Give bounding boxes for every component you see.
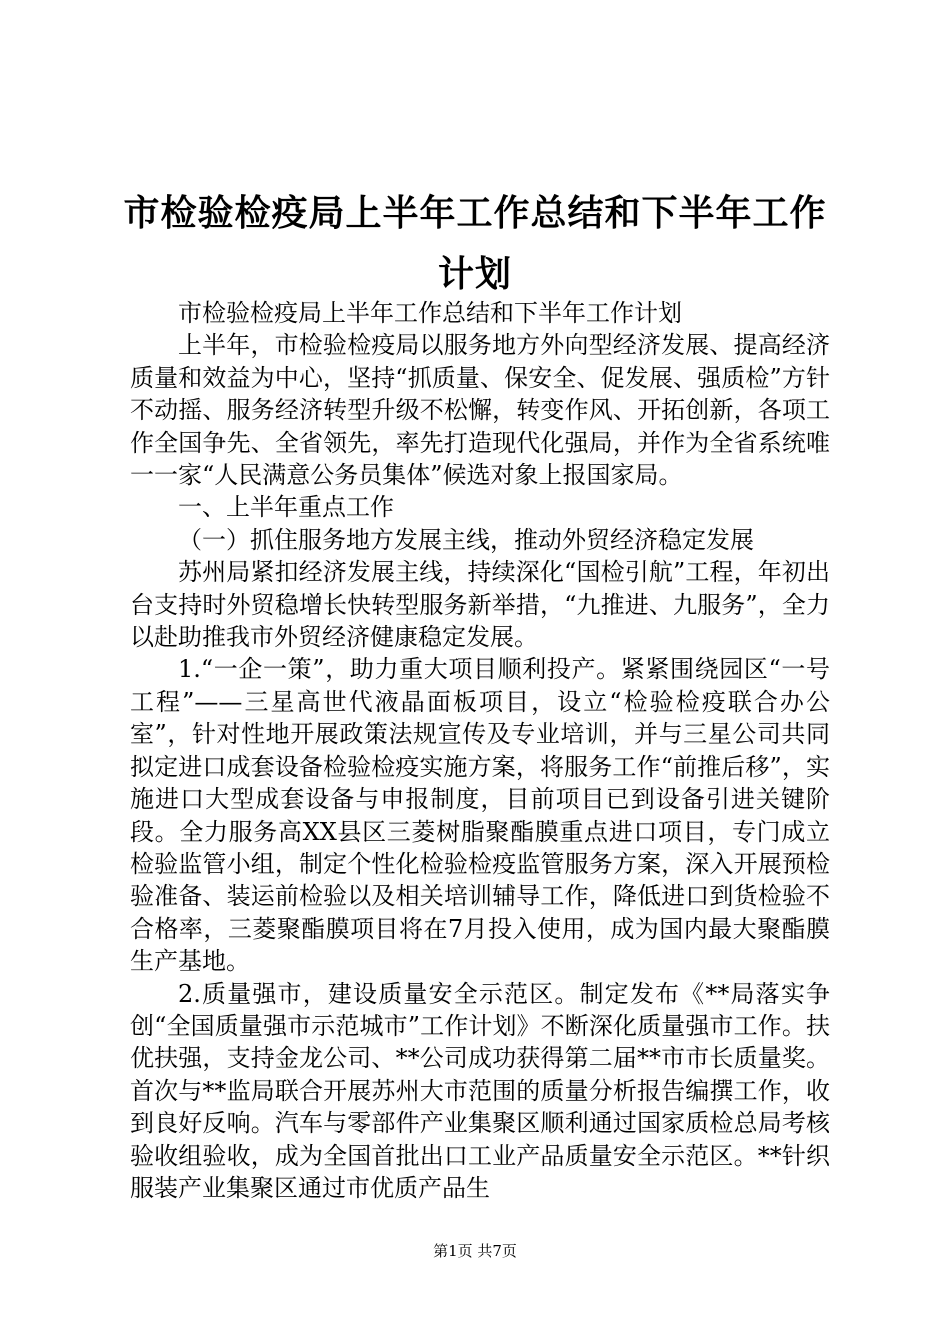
section-heading: 一、上半年重点工作 [178, 493, 394, 522]
subsection-heading: （一）抓住服务地方发展主线，推动外贸经济稳定发展 [178, 525, 754, 554]
paragraph: 1.“一企一策”，助力重大项目顺利投产。紧紧围绕园区“一号工程”——三星高世代液晶面板项目，设立“检验检疫联合办公室”，针对性地开展政策法规宣传及专业培训，并与三星公司共同拟定进口成套设备检验检疫实施方案，将服务工作“前推后移”，实施进口大型成套设备与申报制度，目前项目已到设备引进关键阶段。全力服务高XX县区三菱树脂聚酯膜重点进口项目，专门成立检验监管小组，制定个性化检验检疫监管服务方案，深入开展预检验准备、装运前检验以及相关培训辅导工作，降低进口到货检验不合格率，三菱聚酯膜项目将在7月投入使用，成为国内最大聚酯膜生产基地。 [130, 655, 830, 976]
paragraph: 苏州局紧扣经济发展主线，持续深化“国检引航”工程，年初出台支持时外贸稳增长快转型服务新举措，“九推进、九服务”，全力以赴助推我市外贸经济健康稳定发展。 [130, 558, 830, 652]
page-footer: 第1页 共7页 [433, 1242, 517, 1260]
paragraph: 2.质量强市，建设质量安全示范区。制定发布《**局落实争创“全国质量强市示范城市”工作计划》不断深化质量强市工作。扶优扶强，支持金龙公司、**公司成功获得第二届**市市长质量奖。首次与**监局联合开展苏州大市范围的质量分析报告编撰工作，收到良好反响。汽车与零部件产业集聚区顺利通过国家质检总局考核验收组验收，成为全国首批出口工业产品质量安全示范区。**针织服装产业集聚区通过市优质产品生 [130, 979, 830, 1202]
paragraph-subtitle: 市检验检疫局上半年工作总结和下半年工作计划 [178, 299, 682, 327]
document-body [130, 297, 830, 1204]
paragraph-intro: 上半年，市检验检疫局以服务地方外向型经济发展、提高经济质量和效益为中心，坚持“抓质量、保安全、促发展、强质检”方针不动摇、服务经济转型升级不松懈，转变作风、开拓创新，各项工作全国争先、全省领先，率先打造现代化强局，并作为全省系统唯一一家“人民满意公务员集体”候选对象上报国家局。 [130, 331, 830, 490]
document-title: 市检验检疫局上半年工作总结和下半年工作计划 [123, 193, 827, 295]
